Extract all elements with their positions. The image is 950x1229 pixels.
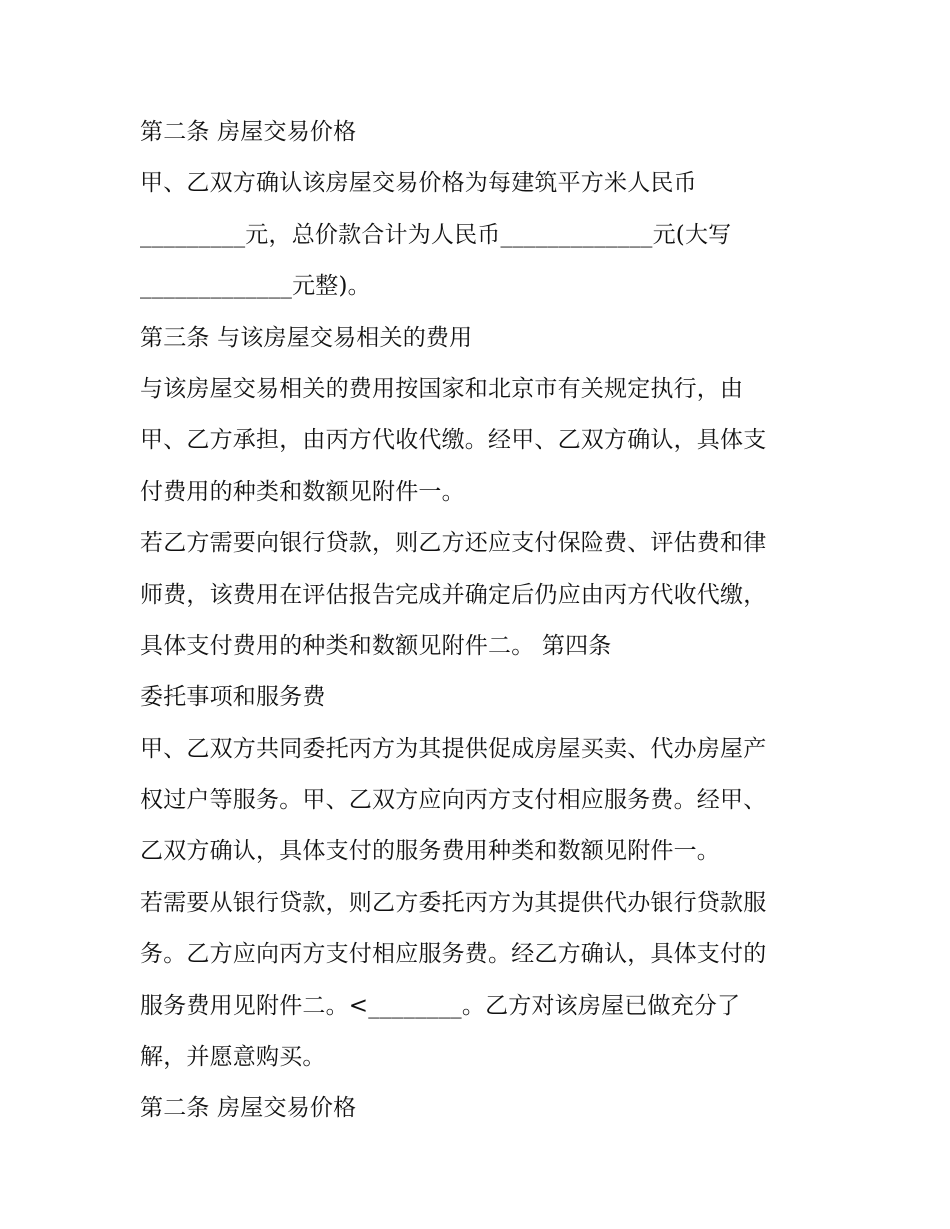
paragraph-line: 解，并愿意购买。 xyxy=(140,1044,326,1071)
paragraph-line: 服务费用见附件二。<________。乙方对该房屋已做充分了 xyxy=(140,992,741,1019)
paragraph-line: 付费用的种类和数额见附件一。 xyxy=(140,478,465,505)
paragraph-line: 权过户等服务。甲、乙双方应向丙方支付相应服务费。经甲、 xyxy=(140,787,767,814)
paragraph-line: 乙双方确认，具体支付的服务费用种类和数额见附件一。 xyxy=(140,838,720,865)
paragraph-line: 师费，该费用在评估报告完成并确定后仍应由丙方代收代缴， xyxy=(140,581,767,608)
paragraph-line: 若需要从银行贷款，则乙方委托丙方为其提供代办银行贷款服 xyxy=(140,889,767,916)
article-heading-service: 委托事项和服务费 xyxy=(140,684,326,711)
paragraph-line: _____________元整)。 xyxy=(140,273,371,300)
paragraph-line: 与该房屋交易相关的费用按国家和北京市有关规定执行，由 xyxy=(140,375,744,402)
article-heading-price: 第二条 房屋交易价格 xyxy=(140,119,357,145)
paragraph-line: 若乙方需要向银行贷款，则乙方还应支付保险费、评估费和律 xyxy=(140,530,767,557)
article-heading-fees: 第三条 与该房屋交易相关的费用 xyxy=(140,324,473,351)
paragraph-line: 甲、乙方承担，由丙方代收代缴。经甲、乙双方确认，具体支 xyxy=(140,427,767,454)
paragraph-line: 甲、乙双方确认该房屋交易价格为每建筑平方米人民币 xyxy=(140,170,697,197)
paragraph-line: 务。乙方应向丙方支付相应服务费。经乙方确认，具体支付的 xyxy=(140,941,767,968)
paragraph-line: 甲、乙双方共同委托丙方为其提供促成房屋买卖、代办房屋产 xyxy=(140,735,767,762)
article-heading-price-repeat: 第二条 房屋交易价格 xyxy=(140,1095,357,1122)
paragraph-line: 具体支付费用的种类和数额见附件二。 第四条 xyxy=(140,632,612,659)
document-body xyxy=(140,107,830,1135)
paragraph-line: _________元，总价款合计为人民币_____________元(大写 xyxy=(140,221,732,248)
